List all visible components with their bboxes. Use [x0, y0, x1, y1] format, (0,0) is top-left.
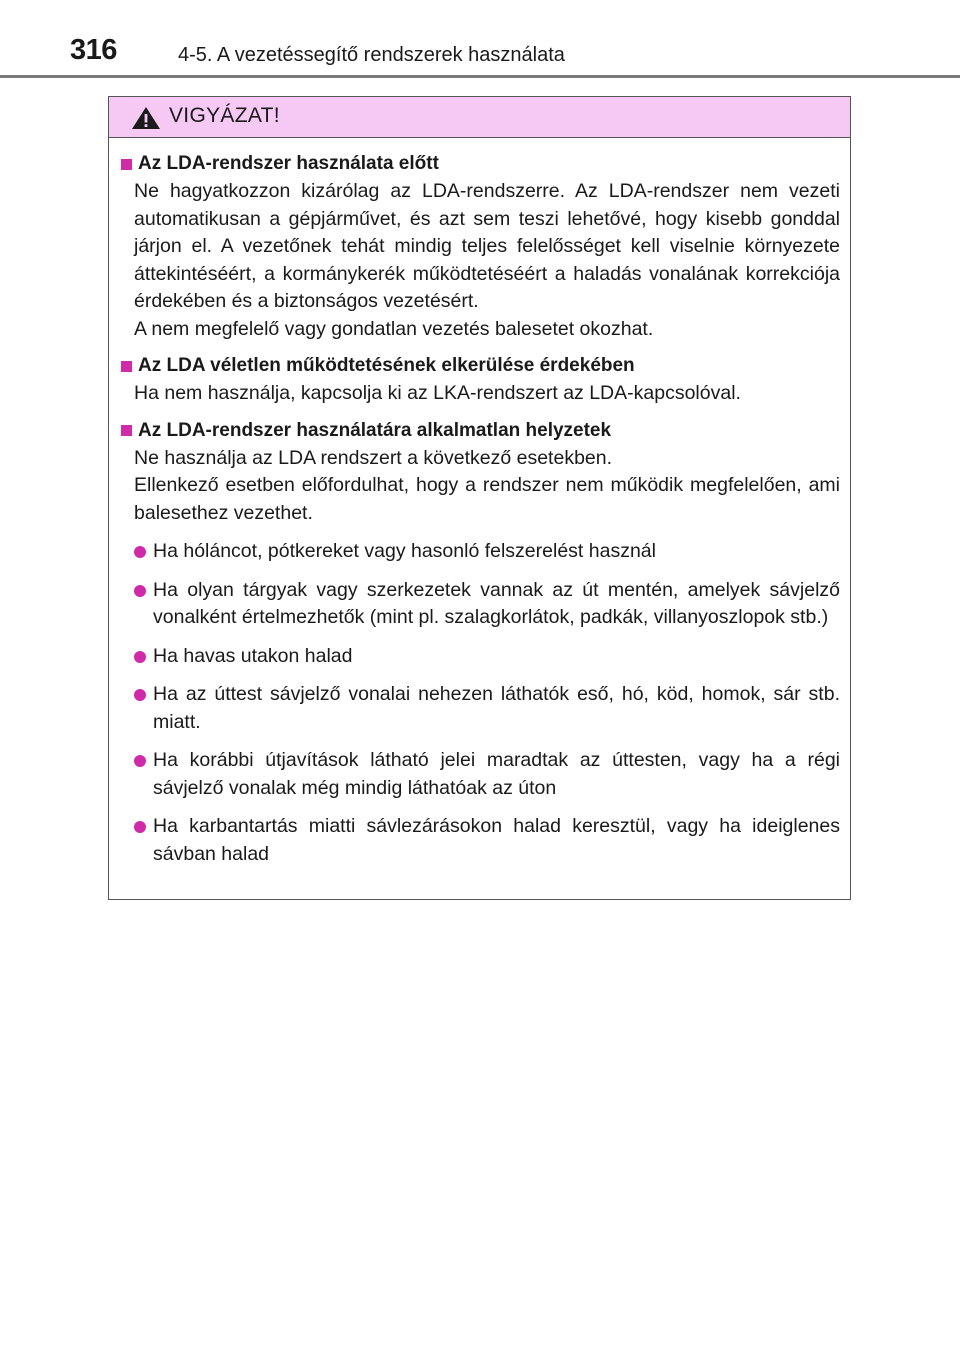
page-header — [0, 0, 960, 80]
square-bullet-icon — [121, 361, 132, 372]
list-item: Ha havas utakon halad — [134, 643, 840, 671]
round-bullet-icon — [134, 755, 146, 767]
section-title: 4-5. A vezetéssegítő rendszerek használata — [178, 44, 565, 66]
round-bullet-icon — [134, 651, 146, 663]
warning-section — [121, 417, 840, 869]
page-number: 316 — [70, 34, 117, 66]
warning-body — [109, 138, 850, 868]
section-heading: Az LDA-rendszer használata előtt — [121, 150, 840, 178]
round-bullet-icon — [134, 585, 146, 597]
warning-triangle-icon — [131, 106, 161, 135]
list-item: Ha karbantartás miatti sávlezárásokon halad keresztül, vagy ha ideiglenes sávban halad — [134, 813, 840, 868]
list-item: Ha olyan tárgyak vagy szerkezetek vannak az út mentén, amelyek sávjelző vonalként értelmezhetők (mint pl. szalagkorlátok, padkák, villanyoszlopok stb.) — [134, 577, 840, 632]
warning-section — [121, 150, 840, 343]
round-bullet-icon — [134, 821, 146, 833]
warning-box — [108, 96, 851, 900]
paragraph: Ne hagyatkozzon kizárólag az LDA-rendszerre. Az LDA-rendszer nem vezeti automatikusan a gépjárművet, és azt sem teszi lehetővé, hogy kisebb gonddal járjon el. A vezetőnek tehát mindig teljes felelősséget kell viselnie környezete áttekintéséért, a kormánykerék működtetéséért a haladás vonalának korrekciója érdekében és a biztonságos vezetésért. — [134, 180, 840, 312]
square-bullet-icon — [121, 159, 132, 170]
round-bullet-icon — [134, 546, 146, 558]
round-bullet-icon — [134, 689, 146, 701]
warning-section — [121, 352, 840, 408]
list-item: Ha az úttest sávjelző vonalai nehezen láthatók eső, hó, köd, homok, sár stb. miatt. — [134, 681, 840, 736]
list-item: Ha hóláncot, pótkereket vagy hasonló felszerelést használ — [134, 538, 840, 566]
section-heading: Az LDA-rendszer használatára alkalmatlan helyzetek — [121, 417, 840, 445]
paragraph: Ha nem használja, kapcsolja ki az LKA-rendszert az LDA-kapcsolóval. — [134, 382, 741, 404]
paragraph: A nem megfelelő vagy gondatlan vezetés balesetet okozhat. — [134, 317, 654, 340]
header-rule — [0, 75, 960, 78]
paragraph: Ellenkező esetben előfordulhat, hogy a rendszer nem működik megfelelően, ami balesethez vezethet. — [134, 474, 840, 524]
paragraph: Ne használja az LDA rendszert a következő esetekben. — [134, 446, 613, 469]
square-bullet-icon — [121, 425, 132, 436]
list-item: Ha korábbi útjavítások látható jelei maradtak az úttesten, vagy ha a régi sávjelző vonalak még mindig láthatóak az úton — [134, 747, 840, 802]
warning-title: VIGYÁZAT! — [169, 104, 280, 127]
warning-header — [109, 97, 850, 138]
section-heading: Az LDA véletlen működtetésének elkerülése érdekében — [121, 352, 840, 380]
